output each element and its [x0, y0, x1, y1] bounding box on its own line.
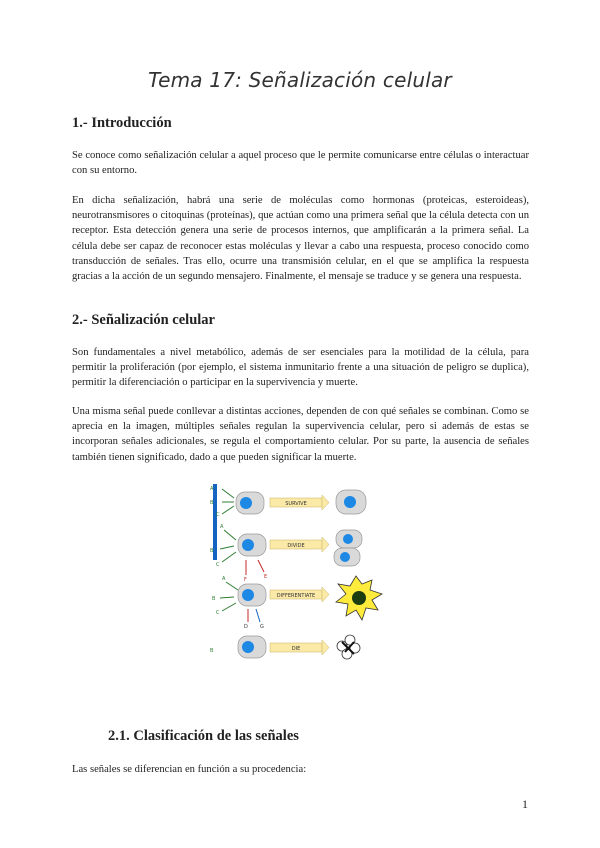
nucleus-result-2: [340, 552, 350, 562]
heading-clasificacion: 2.1. Clasificación de las señales: [108, 728, 299, 744]
differentiate-row: [212, 576, 382, 630]
cell-signaling-figure: [208, 476, 398, 666]
apoptotic-cell: [337, 635, 360, 659]
heading-senalizacion: 2.- Señalización celular: [72, 312, 215, 328]
paragraph-clasificacion: Las señales se diferencian en función a su procedencia:: [72, 764, 307, 775]
signal-letter: A: [220, 524, 224, 530]
signal-bar: [213, 484, 217, 560]
nucleus-differentiated: [352, 591, 366, 605]
signal-letter: D: [244, 624, 248, 630]
signal-letter: A: [210, 486, 214, 492]
signal-letter: A: [222, 576, 226, 582]
nucleus: [242, 589, 254, 601]
label-divide: DIVIDE: [287, 543, 305, 549]
page-number: 1: [522, 797, 528, 811]
divide-row: [210, 524, 362, 583]
paragraph-intro-2: En dicha señalización, habrá una serie de moléculas como hormonas (proteicas, esteroideas), neurotransmisores o citoquinas (proteínas), que actúan como una primera señal que la célula detecta con un receptor. Esta detección genera una serie de procesos internos, que amplificarán a la primera señal. La célula debe ser capaz de reconocer estas moléculas y llevar a cabo una respuesta, proceso conocido como transducción de señales. Tras ello, ocurre una transmisión celular, en el que se amplifica la respuesta gracias a la acción de un segundo mensajero. Finalmente, el mensaje se traduce y se genera una respuesta.: [72, 195, 529, 283]
paragraph-senalizacion-1: Son fundamentales a nivel metabólico, además de ser esenciales para la motilidad de la célula, para permitir la proliferación (por ejemplo, el sistema inmunitario frente a una situación de peligro se duplica), permitir la diferenciación o participar en la supervivencia y muerte.: [72, 347, 529, 389]
signal-letter: B: [210, 500, 214, 506]
label-differentiate: DIFFERENTIATE: [276, 593, 316, 599]
label-die: DIE: [291, 646, 301, 652]
paragraph-intro-1: Se conoce como señalización celular a aquel proceso que le permite comunicarse entre células o interactuar con su entorno.: [72, 150, 529, 177]
signal-letter: C: [216, 610, 220, 616]
signal-letter: B: [210, 648, 214, 654]
nucleus: [240, 497, 252, 509]
signal-letter: C: [216, 562, 220, 568]
nucleus: [242, 641, 254, 653]
survive-row: [210, 486, 366, 518]
signal-letter: G: [260, 624, 264, 630]
document-title: Tema 17: Señalización celular: [148, 68, 452, 92]
die-row: [210, 635, 360, 659]
signal-letter: B: [212, 596, 216, 602]
signal-letter: C: [216, 512, 220, 518]
nucleus-result: [344, 496, 356, 508]
label-survive: SURVIVE: [285, 501, 307, 507]
paragraph-senalizacion-2: Una misma señal puede conllevar a distintas acciones, dependen de con qué señales se combinan. Como se aprecia en la imagen, múltiples señales regulan la supervivencia celular, pero si además de estas se incorporan señales adicionales, se regula el comportamiento celular. Por su parte, la ausencia de señales también tienen significado, dado a que pueden significar la muerte.: [72, 406, 529, 463]
nucleus-result-1: [343, 534, 353, 544]
nucleus: [242, 539, 254, 551]
signal-letter: F: [244, 577, 247, 583]
signal-letter: B: [210, 548, 214, 554]
signal-letter: E: [264, 574, 268, 580]
heading-introduccion: 1.- Introducción: [72, 115, 172, 131]
